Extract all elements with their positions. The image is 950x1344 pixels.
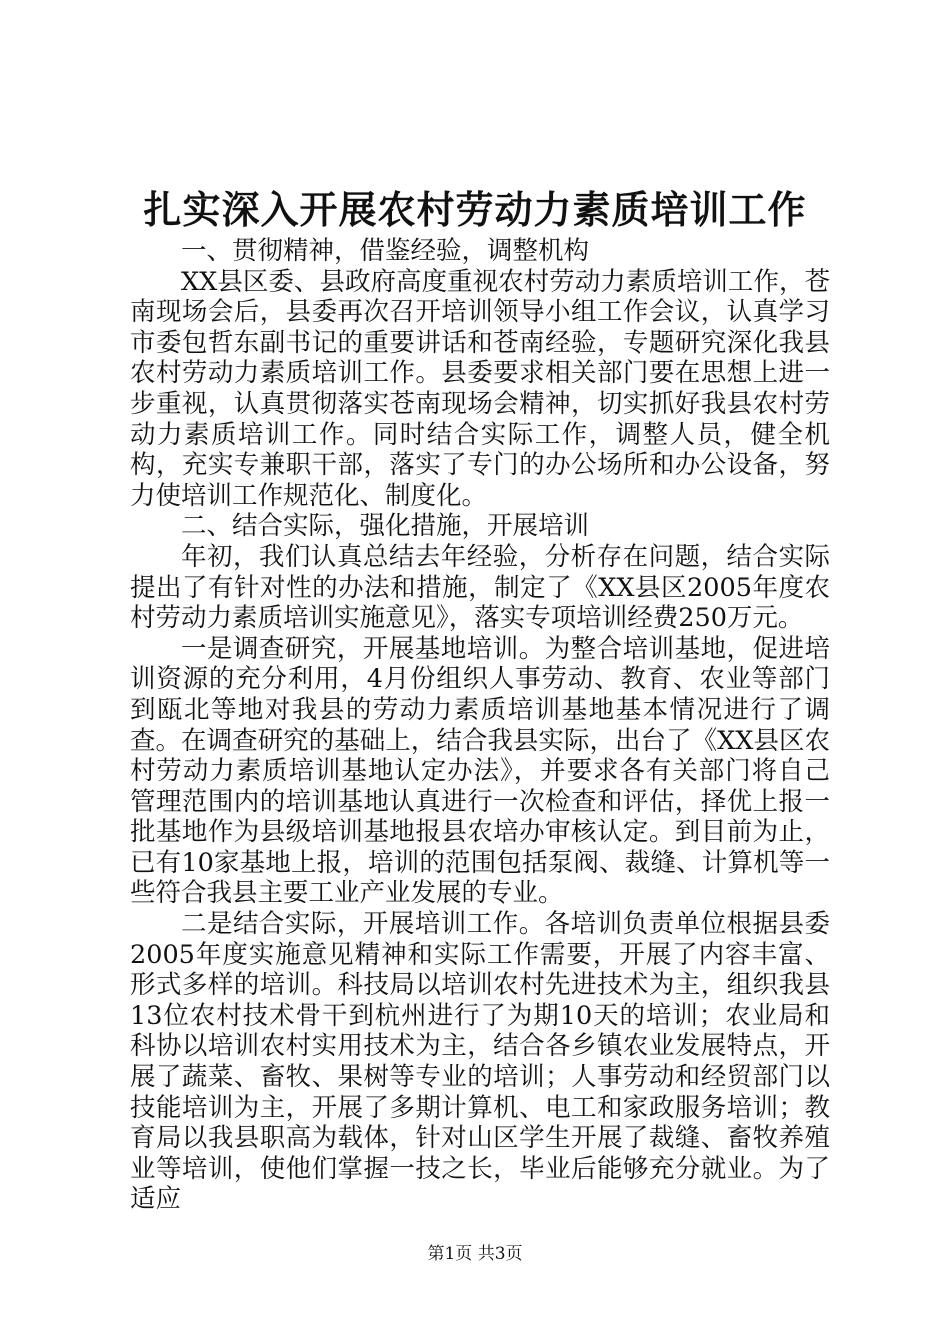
page-number-footer: 第1页 共3页 xyxy=(427,1244,523,1264)
paragraph: 一是调查研究，开展基地培训。为整合培训基地，促进培训资源的充分利用，4月份组织人事劳动、教育、农业等部门到瓯北等地对我县的劳动力素质培训基地基本情况进行了调查。在调查研究的基础上，结合我县实际，出台了《XX县区农村劳动力素质培训基地认定办法》，并要求各有关部门将自己管理范围内的培训基地认真进行一次检查和评估，择优上报一批基地作为县级培训基地报县农培办审核认定。到目前为止，已有10家基地上报，培训的范围包括泵阀、裁缝、计算机等一些符合我县主要工业产业发展的专业。 xyxy=(130,633,830,909)
paragraph: 年初，我们认真总结去年经验，分析存在问题，结合实际提出了有针对性的办法和措施，制定了《XX县区2005年度农村劳动力素质培训实施意见》，落实专项培训经费250万元。 xyxy=(130,541,830,634)
section-heading-1: 一、贯彻精神，借鉴经验，调整机构 xyxy=(181,236,590,266)
section-heading-2: 二、结合实际，强化措施，开展培训 xyxy=(181,511,590,542)
paragraph: XX县区委、县政府高度重视农村劳动力素质培训工作，苍南现场会后，县委再次召开培训领导小组工作会议，认真学习市委包哲东副书记的重要讲话和苍南经验，专题研究深化我县农村劳动力素质培训工作。县委要求相关部门要在思想上进一步重视，认真贯彻落实苍南现场会精神，切实抓好我县农村劳动力素质培训工作。同时结合实际工作，调整人员，健全机构，充实专兼职干部，落实了专门的办公场所和办公设备，努力使培训工作规范化、制度化。 xyxy=(130,266,830,511)
paragraph: 二是结合实际，开展培训工作。各培训负责单位根据县委2005年度实施意见精神和实际工作需要，开展了内容丰富、形式多样的培训。科技局以培训农村先进技术为主，组织我县13位农村技术骨干到杭州进行了为期10天的培训；农业局和科协以培训农村实用技术为主，结合各乡镇农业发展特点，开展了蔬菜、畜牧、果树等专业的培训；人事劳动和经贸部门以技能培训为主，开展了多期计算机、电工和家政服务培训；教育局以我县职高为载体，针对山区学生开展了裁缝、畜牧养殖业等培训，使他们掌握一技之长，毕业后能够充分就业。为了适应 xyxy=(130,909,830,1215)
document-body xyxy=(130,236,830,1215)
document-title: 扎实深入开展农村劳动力素质培训工作 xyxy=(143,187,807,232)
